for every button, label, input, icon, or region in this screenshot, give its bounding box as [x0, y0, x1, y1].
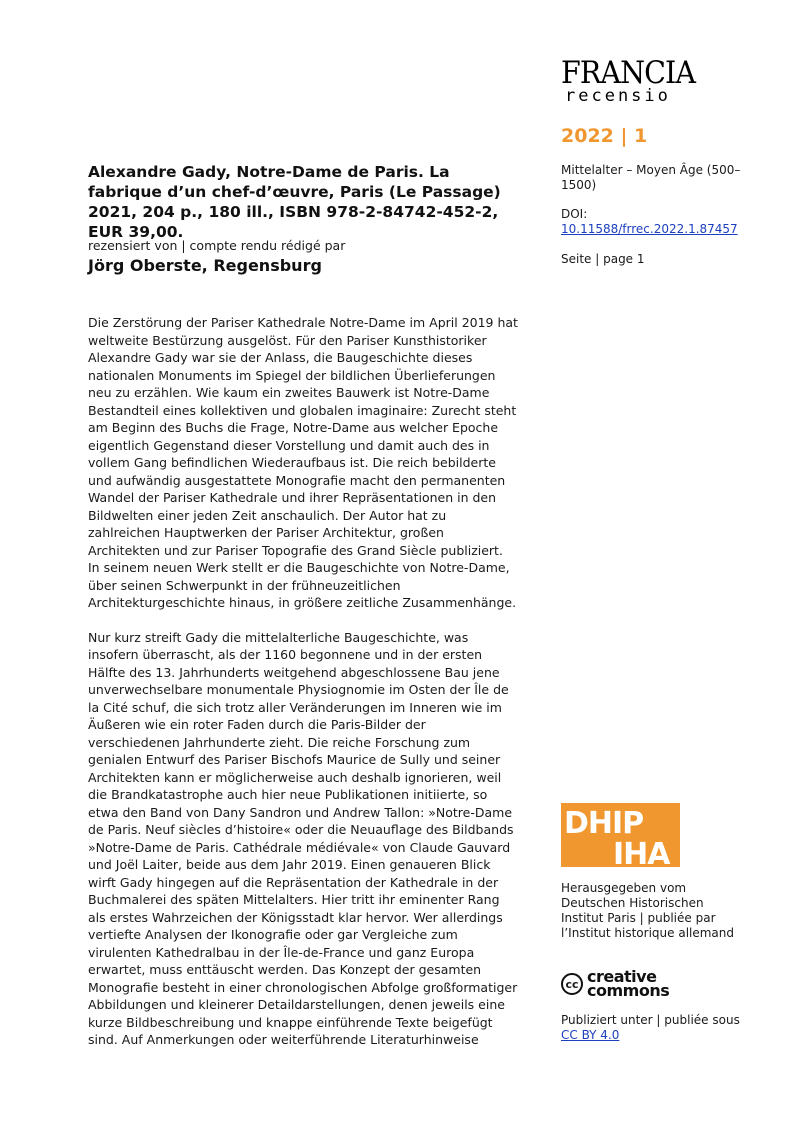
doi-label: DOI: [561, 207, 588, 221]
publisher-text: Herausgegeben vom Deutschen Historischen Institut Paris | publiée par l’Institut historique allemand [561, 881, 735, 940]
license-link[interactable]: CC BY 4.0 [561, 1028, 620, 1042]
doi-block [561, 207, 741, 237]
dhip-text: DHIP [564, 806, 644, 841]
dhip-iha-logo [561, 803, 680, 867]
creative-commons-logo [561, 967, 670, 1000]
doi-link[interactable]: 10.11588/frrec.2022.1.87457 [561, 222, 738, 236]
cc-word-commons: commons [587, 981, 670, 1000]
logo-francia-text: FRANCIA [561, 55, 696, 91]
page-label: Seite | page 1 [561, 252, 645, 266]
cc-icon: cc [561, 973, 583, 995]
review-title: Alexandre Gady, Notre-Dame de Paris. La fabrique d’un chef-d’œuvre, Paris (Le Passage) 2021, 204 p., 180 ill., ISBN 978-2-84742-452-2, EUR 39,00. [88, 163, 501, 241]
license-block [561, 1013, 741, 1043]
dhip-iha-logo-graphic [561, 803, 680, 867]
iha-text: IHA [613, 837, 670, 867]
cc-wordmark [587, 967, 670, 1000]
reviewed-by-label: rezensiert von | compte rendu rédigé par [88, 238, 346, 253]
category-label: Mittelalter – Moyen Âge (500–1500) [561, 163, 741, 192]
logo-recensio-text: recensio [565, 86, 671, 106]
reviewer-name: Jörg Oberste, Regensburg [88, 256, 322, 275]
cc-word-creative: creative [587, 967, 657, 986]
license-label: Publiziert unter | publiée sous [561, 1013, 740, 1027]
review-body [88, 314, 518, 1066]
paragraph: Nur kurz streift Gady die mittelalterliche Baugeschichte, was insofern überrascht, als der 1160 begonnene und in der ersten Hälfte des 13. Jahrhunderts weitgehend abgeschlossene Bau jene unverwechselbare monumentale Physiognomie im Osten der Île de la Cité schuf, die sich trotz aller Veränderungen im Inneren wie im Äußeren wie ein roter Faden durch die Paris-Bilder der verschiedenen Jahrhunderte zieht. Die reiche Forschung zum genialen Entwurf des Pariser Bischofs Maurice de Sully und seiner Architekten kann er möglicherweise auch deshalb ignorieren, weil die Brandkatastrophe auch hier neue Publikationen initiierte, so etwa den Band von Dany Sandron und Andrew Tallon: »Notre-Dame de Paris. Neuf siècles d’histoire« oder die Neuauflage des Bildbands »Notre-Dame de Paris. Cathédrale médiévale« von Claude Gauvard und Joël Laiter, beide aus dem Jahr 2019. Einen genaueren Blick wirft Gady hingegen auf die Repräsentation der Kathedrale in der Buchmalerei des späten Mittelalters. Hier tritt ihr eminenter Rang als erstes Wahrzeichen der Königsstadt klar hervor. Wer allerdings vertiefte Analysen der Ikonografie oder gar Vergleiche zum virulenten Kathedralbau in der Île-de-France und ganz Europa erwartet, muss enttäuscht werden. Das Konzept der gesamten Monografie besteht in einer chronologischen Abfolge großformatiger Abbildungen und kleinerer Detaildarstellungen, denen jeweils eine kurze Bildbeschreibung und knappe einführende Texte beigefügt sind. Auf Anmerkungen oder weiterführende Literaturhinweise [88, 629, 518, 1047]
francia-recensio-logo [561, 55, 721, 106]
paragraph: Die Zerstörung der Pariser Kathedrale Notre-Dame im April 2019 hat weltweite Bestürzung ausgelöst. Für den Pariser Kunsthistoriker Alexandre Gady war sie der Anlass, die Baugeschichte dieses nationalen Monuments im Spiegel der bildlichen Überlieferungen neu zu erzählen. Wie kaum ein zweites Bauwerk ist Notre-Dame Bestandteil eines kollektiven und globalen imaginaire: Zurecht steht am Beginn des Buchs die Frage, Notre-Dame aus welcher Epoche eigentlich Gegenstand dieser Vorstellung und damit auch des in vollem Gang befindlichen Wiederaufbaus ist. Die reich bebilderte und aufwändig ausgestattete Monografie macht den permanenten Wandel der Pariser Kathedrale und ihrer Repräsentationen in den Bildwelten einer jeden Zeit anschaulich. Der Autor hat zu zahlreichen Hauptwerken der Pariser Architektur, großen Architekten und zur Pariser Topografie des Grand Siècle publiziert. In seinem neuen Werk stellt er die Baugeschichte von Notre-Dame, über seinen Schwerpunkt in der frühneuzeitlichen Architekturgeschichte hinaus, in größere zeitliche Zusammenhänge. [88, 315, 518, 610]
issue-number: 2022 | 1 [561, 125, 648, 147]
